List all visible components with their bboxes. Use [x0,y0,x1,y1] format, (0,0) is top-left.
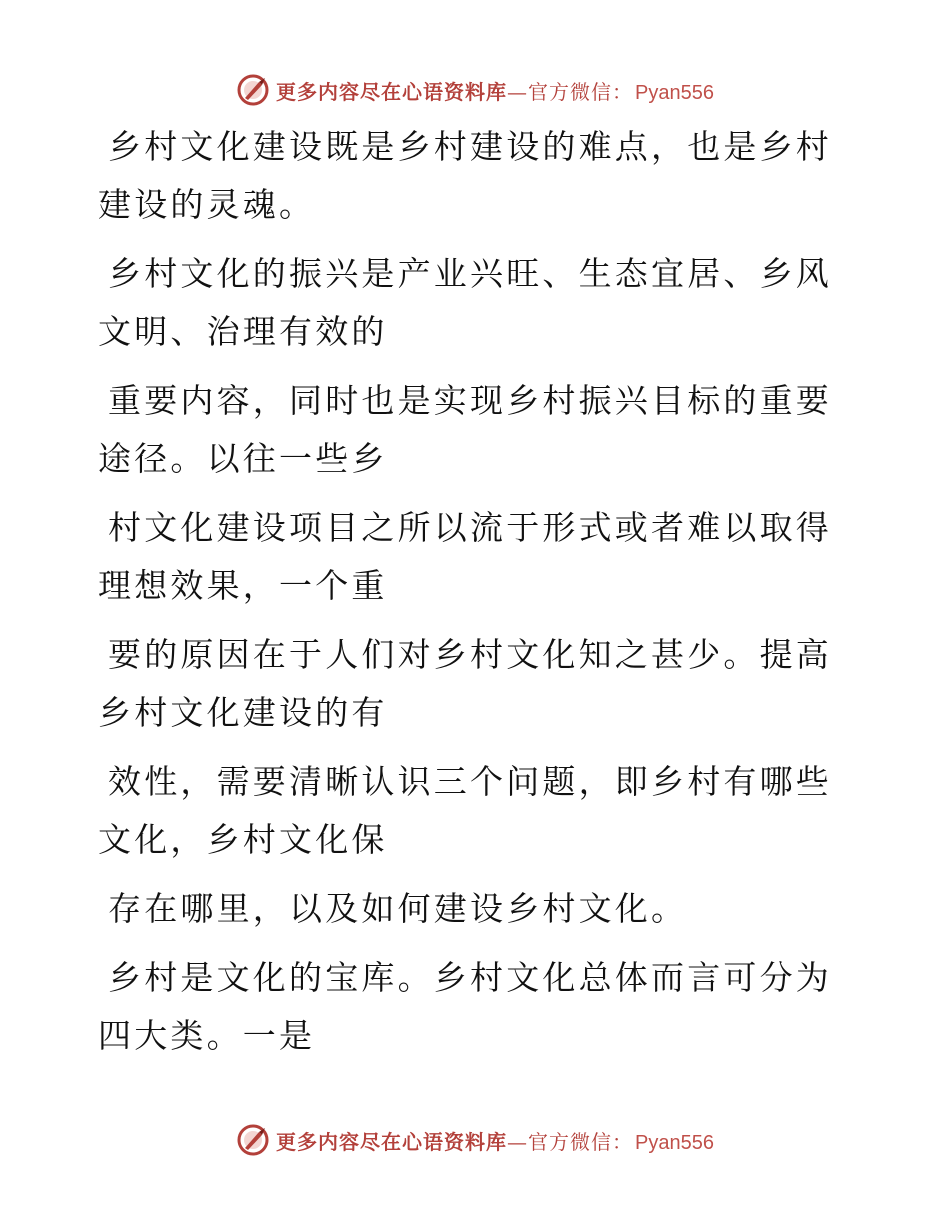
paragraph: 乡村文化建设既是乡村建设的难点，也是乡村建设的灵魂。 [98,127,832,224]
footer-banner [0,1120,950,1160]
header-banner-main: 更多内容尽在心语资料库 [276,79,508,104]
quill-seal-icon [236,73,270,107]
footer-wechat-id: Pyan556 [635,1131,714,1154]
paragraph: 乡村是文化的宝库。乡村文化总体而言可分为四大类。一是 [98,958,832,1055]
body-text [98,118,838,1076]
header-wechat-label: 官方微信： [528,79,634,104]
header-banner-separator: — [507,79,529,104]
footer-banner-main: 更多内容尽在心语资料库 [276,1129,508,1154]
footer-banner-text [276,1126,714,1155]
paragraph: 效性，需要清晰认识三个问题，即乡村有哪些文化，乡村文化保 [98,762,832,859]
paragraph: 村文化建设项目之所以流于形式或者难以取得理想效果，一个重 [98,508,832,605]
paragraph: 重要内容，同时也是实现乡村振兴目标的重要途径。以往一些乡 [98,381,832,478]
footer-wechat-label: 官方微信： [528,1129,634,1154]
paragraph: 存在哪里，以及如何建设乡村文化。 [108,889,688,928]
header-banner-text [276,76,714,105]
header-wechat-id: Pyan556 [635,81,714,104]
paragraph: 要的原因在于人们对乡村文化知之甚少。提高乡村文化建设的有 [98,635,832,732]
footer-banner-separator: — [507,1129,529,1154]
quill-seal-icon [236,1123,270,1157]
header-banner [0,70,950,110]
paragraph: 乡村文化的振兴是产业兴旺、生态宜居、乡风文明、治理有效的 [98,254,832,351]
